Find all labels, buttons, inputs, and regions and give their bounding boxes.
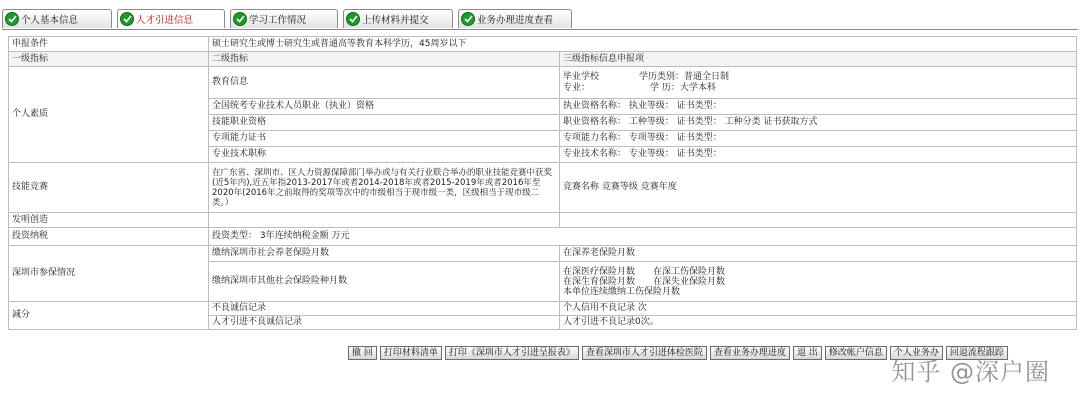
- exam-label: 全国统考专业技术人员职业（执业）资格: [209, 99, 560, 115]
- contest-value: 竞赛名称 竞赛等级 竞赛年度: [560, 163, 1077, 213]
- deduct-label: 减分: [9, 302, 209, 330]
- cond-value: 硕士研究生或博士研究生或普通高等教育本科学历，45周岁以下: [209, 37, 1077, 52]
- talent-bad-value: 人才引进不良记录0次。: [560, 316, 1077, 330]
- medical-months: 在深医疗保险月数: [563, 266, 636, 277]
- edu-type: 学历类别：普通全日制: [639, 71, 730, 82]
- special-value: 专项能力名称： 专项等级： 证书类型：: [560, 131, 1077, 147]
- skill-value: 职业资格名称： 工种等级： 证书类型： 工种分类 证书获取方式: [560, 115, 1077, 131]
- tab-label: 上传材料并提交: [362, 15, 429, 26]
- check-icon: [120, 12, 134, 26]
- check-icon: [346, 12, 360, 26]
- view-hospitals-button[interactable]: 查看深圳市人才引进体检医院: [582, 346, 707, 360]
- check-icon: [5, 12, 19, 26]
- header-level3: 三级指标信息申报项: [560, 52, 1077, 67]
- tab-upload-submit[interactable]: [343, 9, 453, 28]
- exit-button[interactable]: 退 出: [793, 346, 822, 360]
- check-icon: [233, 12, 247, 26]
- tab-progress[interactable]: [458, 9, 572, 28]
- tab-study-work[interactable]: [230, 9, 338, 28]
- edu-degree: 学 历：大学本科: [650, 82, 716, 93]
- tab-label: 业务办理进度查看: [477, 15, 554, 26]
- maternity-months: 在深生育保险月数: [563, 276, 636, 287]
- header-level1: 一级指标: [9, 52, 209, 67]
- pension-label: 缴纳深圳市社会养老保险月数: [209, 246, 560, 262]
- personal-label: 个人素质: [9, 67, 209, 163]
- tab-talent-info[interactable]: [117, 9, 225, 28]
- personal-business-button[interactable]: 个人业务办: [890, 346, 943, 360]
- invest-value: 投资类型： 3年连续纳税金额 万元: [209, 228, 1077, 246]
- rollback-tracking-button[interactable]: 回退流程跟踪: [946, 346, 1008, 360]
- credit-label: 不良诚信记录: [209, 302, 560, 316]
- header-level2: 二级指标: [209, 52, 560, 67]
- tab-label: 人才引进信息: [136, 15, 194, 26]
- cond-label: 申报条件: [9, 37, 209, 52]
- tab-personal-info[interactable]: [2, 9, 112, 28]
- skill-label: 技能职业资格: [209, 115, 560, 131]
- talent-bad-label: 人才引进不良诚信记录: [209, 316, 560, 330]
- edu-school: 毕业学校: [563, 71, 600, 82]
- tab-label: 个人基本信息: [21, 15, 79, 26]
- withdraw-button[interactable]: 撤 回: [348, 346, 377, 360]
- invent-level2: [209, 213, 560, 228]
- other-insurance-value: [560, 262, 1077, 302]
- tab-label: 学习工作情况: [249, 15, 307, 26]
- invent-label: 发明创造: [9, 213, 209, 228]
- pension-value: 在深养老保险月数: [560, 246, 1077, 262]
- contest-desc: 在广东省、深圳市、区人力资源保障部门举办或与有关行业联合举办的职业技能竞赛中获奖(近5年内),近五年指2013-2017年或者2014-2018年或者2015-2019年或者2016年至2020年(2016年之前取得的奖项等次中的市级相当于现市级一类，区级相当于现市级二类。）: [209, 163, 560, 213]
- insurance-label: 深圳市参保情况: [9, 246, 209, 302]
- unit-injury-months: 本单位连续缴纳工伤保险月数: [563, 286, 681, 297]
- unemployment-months: 在深失业保险月数: [653, 276, 726, 287]
- invent-level3: [560, 213, 1077, 228]
- other-insurance-label: 缴纳深圳市其他社会保险险种月数: [209, 262, 560, 302]
- exam-value: 执业资格名称： 执业等级： 证书类型：: [560, 99, 1077, 115]
- watermark: 知乎 @深户圈: [891, 358, 1050, 386]
- invest-label: 投资纳税: [9, 228, 209, 246]
- edu-value: [560, 67, 1077, 99]
- print-report-button[interactable]: 打印《深圳市人才引进呈报表》: [445, 346, 579, 360]
- tab-divider: [2, 29, 1078, 30]
- edit-account-button[interactable]: 修改帐户信息: [825, 346, 887, 360]
- tech-value: 专业技术名称： 专业等级： 证书类型：: [560, 147, 1077, 163]
- special-label: 专项能力证书: [209, 131, 560, 147]
- credit-value: 个人信用不良记录 次: [560, 302, 1077, 316]
- print-materials-button[interactable]: 打印材料清单: [380, 346, 442, 360]
- tech-label: 专业技术职称: [209, 147, 560, 163]
- injury-months: 在深工伤保险月数: [653, 266, 726, 277]
- tab-bar: [2, 9, 572, 29]
- application-table: [8, 36, 1077, 330]
- view-progress-button[interactable]: 查看业务办理进度: [710, 346, 790, 360]
- contest-label: 技能竞赛: [9, 163, 209, 213]
- edu-major: 专业：: [563, 82, 591, 93]
- check-icon: [461, 12, 475, 26]
- edu-label: 教育信息: [209, 67, 560, 99]
